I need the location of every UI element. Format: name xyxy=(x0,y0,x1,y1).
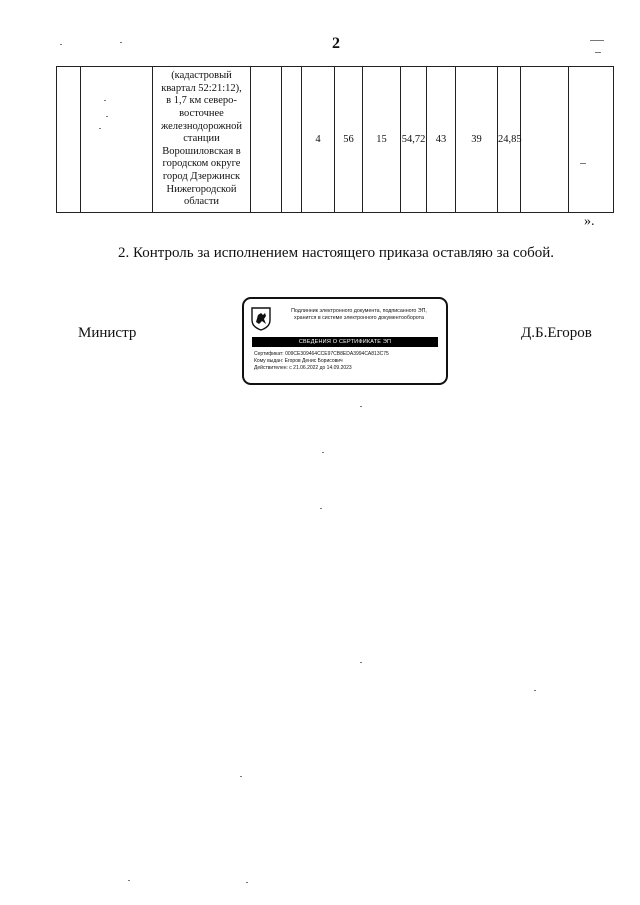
scan-speck xyxy=(360,662,362,663)
page-number: 2 xyxy=(332,35,340,52)
land-plot-table xyxy=(56,66,614,213)
scan-speck xyxy=(534,690,536,691)
empty-cell xyxy=(282,67,302,213)
scan-speck xyxy=(580,163,586,164)
control-clause: 2. Контроль за исполнением настоящего приказа оставляю за собой. xyxy=(117,245,555,261)
value-cell: 24,85 xyxy=(498,67,521,213)
certificate-info-bar: СВЕДЕНИЯ О СЕРТИФИКАТЕ ЭП xyxy=(252,337,438,347)
description-line: в 1,7 км северо- xyxy=(166,95,237,107)
scan-speck xyxy=(60,44,62,45)
description-line: (кадастровый xyxy=(171,70,232,82)
scan-speck xyxy=(360,406,362,407)
scan-speck xyxy=(246,882,248,883)
value-cell: 43 xyxy=(427,67,456,213)
scan-speck xyxy=(99,128,101,129)
table-row xyxy=(57,67,614,213)
scan-speck xyxy=(590,40,604,41)
owner-value: Егоров Денис Борисович xyxy=(284,358,343,365)
scan-speck xyxy=(120,42,122,43)
empty-cell xyxy=(569,67,614,213)
value-cell: 15 xyxy=(363,67,401,213)
description-line: железнодорожной xyxy=(160,120,243,132)
value-cell: 56 xyxy=(335,67,363,213)
description-line: области xyxy=(183,196,220,208)
coat-of-arms-icon xyxy=(251,307,271,331)
certificate-label: Сертификат: xyxy=(254,351,284,357)
value-cell: 39 xyxy=(456,67,498,213)
scan-speck xyxy=(104,100,106,101)
owner-label: Кому выдан: xyxy=(254,358,284,365)
closing-quote: ». xyxy=(584,214,595,229)
description-line: город Дзержинск xyxy=(162,170,241,182)
empty-cell xyxy=(251,67,282,213)
stamp-heading-line: хранится в системе электронного документооборота xyxy=(294,315,424,321)
description-line: городском округе xyxy=(162,158,241,170)
value-cell: 54,72 xyxy=(401,67,427,213)
description-line: Ворошиловская в xyxy=(162,145,241,157)
certificate-details xyxy=(254,351,389,373)
scan-speck xyxy=(106,116,108,117)
scan-speck xyxy=(322,452,324,453)
scan-speck xyxy=(240,776,242,777)
stamp-heading xyxy=(276,308,442,322)
signer-title: Министр xyxy=(78,325,137,341)
empty-cell xyxy=(57,67,81,213)
validity-label: Действителен: xyxy=(254,365,288,372)
empty-cell xyxy=(521,67,569,213)
signer-name: Д.Б.Егоров xyxy=(521,325,592,341)
empty-cell xyxy=(81,67,153,213)
description-line: восточнее xyxy=(179,108,224,120)
validity-value: с 21.06.2022 до 14.09.2023 xyxy=(289,365,352,372)
description-line: Нижегородской xyxy=(166,183,237,195)
scan-speck xyxy=(595,52,601,53)
scan-speck xyxy=(128,880,130,881)
location-description-cell xyxy=(153,67,251,213)
electronic-signature-stamp xyxy=(242,297,448,385)
certificate-value: 009CE309464CCE97CB8EDA3994CA813C75 xyxy=(285,351,389,357)
description-line: станции xyxy=(183,133,220,145)
stamp-heading-line: Подлинник электронного документа, подписанного ЭП, xyxy=(291,308,427,314)
scan-speck xyxy=(320,508,322,509)
description-line: квартал 52:21:12), xyxy=(161,82,242,94)
value-cell: 4 xyxy=(302,67,335,213)
